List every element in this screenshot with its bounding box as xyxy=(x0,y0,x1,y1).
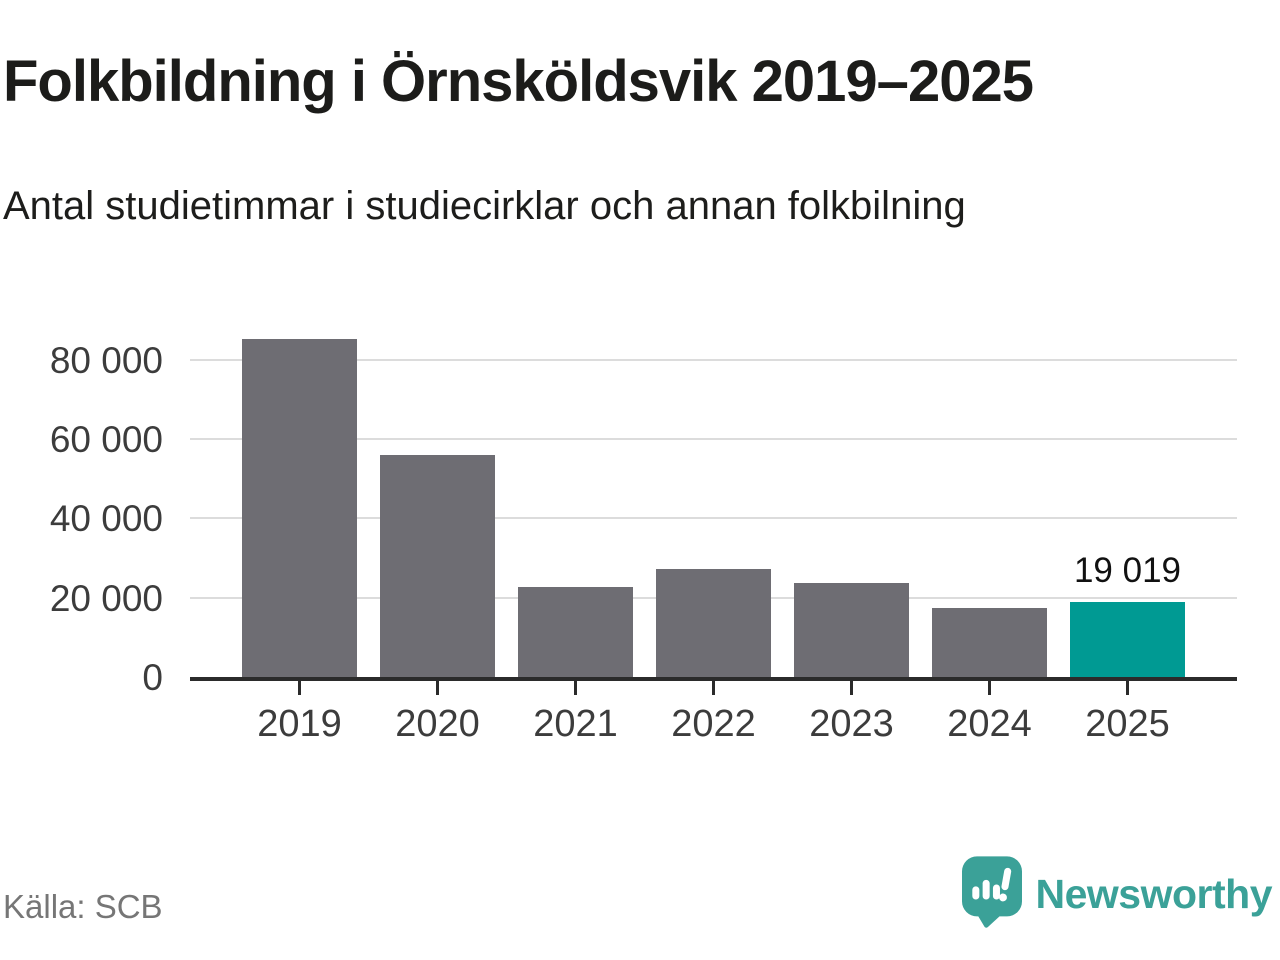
bar-2019 xyxy=(242,339,357,677)
bar-value-label: 19 019 xyxy=(1073,550,1182,590)
x-tick-2024 xyxy=(988,681,991,695)
y-tick-label: 40 000 xyxy=(49,498,163,540)
bar-2023 xyxy=(794,583,909,677)
newsworthy-wordmark: Newsworthy xyxy=(1035,871,1272,917)
newsworthy-bubble-chart-icon xyxy=(962,856,1022,933)
y-tick-label: 20 000 xyxy=(49,577,163,619)
x-tick-label-2020: 2020 xyxy=(395,703,480,745)
newsworthy-logo xyxy=(962,856,1273,933)
x-tick-label-2025: 2025 xyxy=(1085,703,1170,745)
bar-2021 xyxy=(518,587,633,677)
x-tick-label-2019: 2019 xyxy=(257,703,342,745)
x-tick-2020 xyxy=(436,681,439,695)
x-tick-2021 xyxy=(574,681,577,695)
bar-2025 xyxy=(1070,602,1185,677)
chart-title: Folkbildning i Örnsköldsvik 2019–2025 xyxy=(3,49,1033,114)
source-credit: Källa: SCB xyxy=(3,888,163,925)
bar-2020 xyxy=(380,455,495,677)
y-tick-label: 60 000 xyxy=(49,419,163,461)
x-tick-label-2023: 2023 xyxy=(809,703,894,745)
y-tick-label: 0 xyxy=(142,657,163,698)
x-tick-label-2022: 2022 xyxy=(671,703,756,745)
bar-2024 xyxy=(932,608,1047,677)
x-tick-2022 xyxy=(712,681,715,695)
bar-2022 xyxy=(656,569,771,677)
x-tick-2023 xyxy=(850,681,853,695)
x-tick-label-2021: 2021 xyxy=(533,703,618,745)
x-tick-2025 xyxy=(1126,681,1129,695)
y-tick-label: 80 000 xyxy=(49,339,163,381)
chart-subtitle: Antal studietimmar i studiecirklar och annan folkbilning xyxy=(3,184,966,228)
x-tick-label-2024: 2024 xyxy=(947,703,1032,745)
x-tick-2019 xyxy=(298,681,301,695)
